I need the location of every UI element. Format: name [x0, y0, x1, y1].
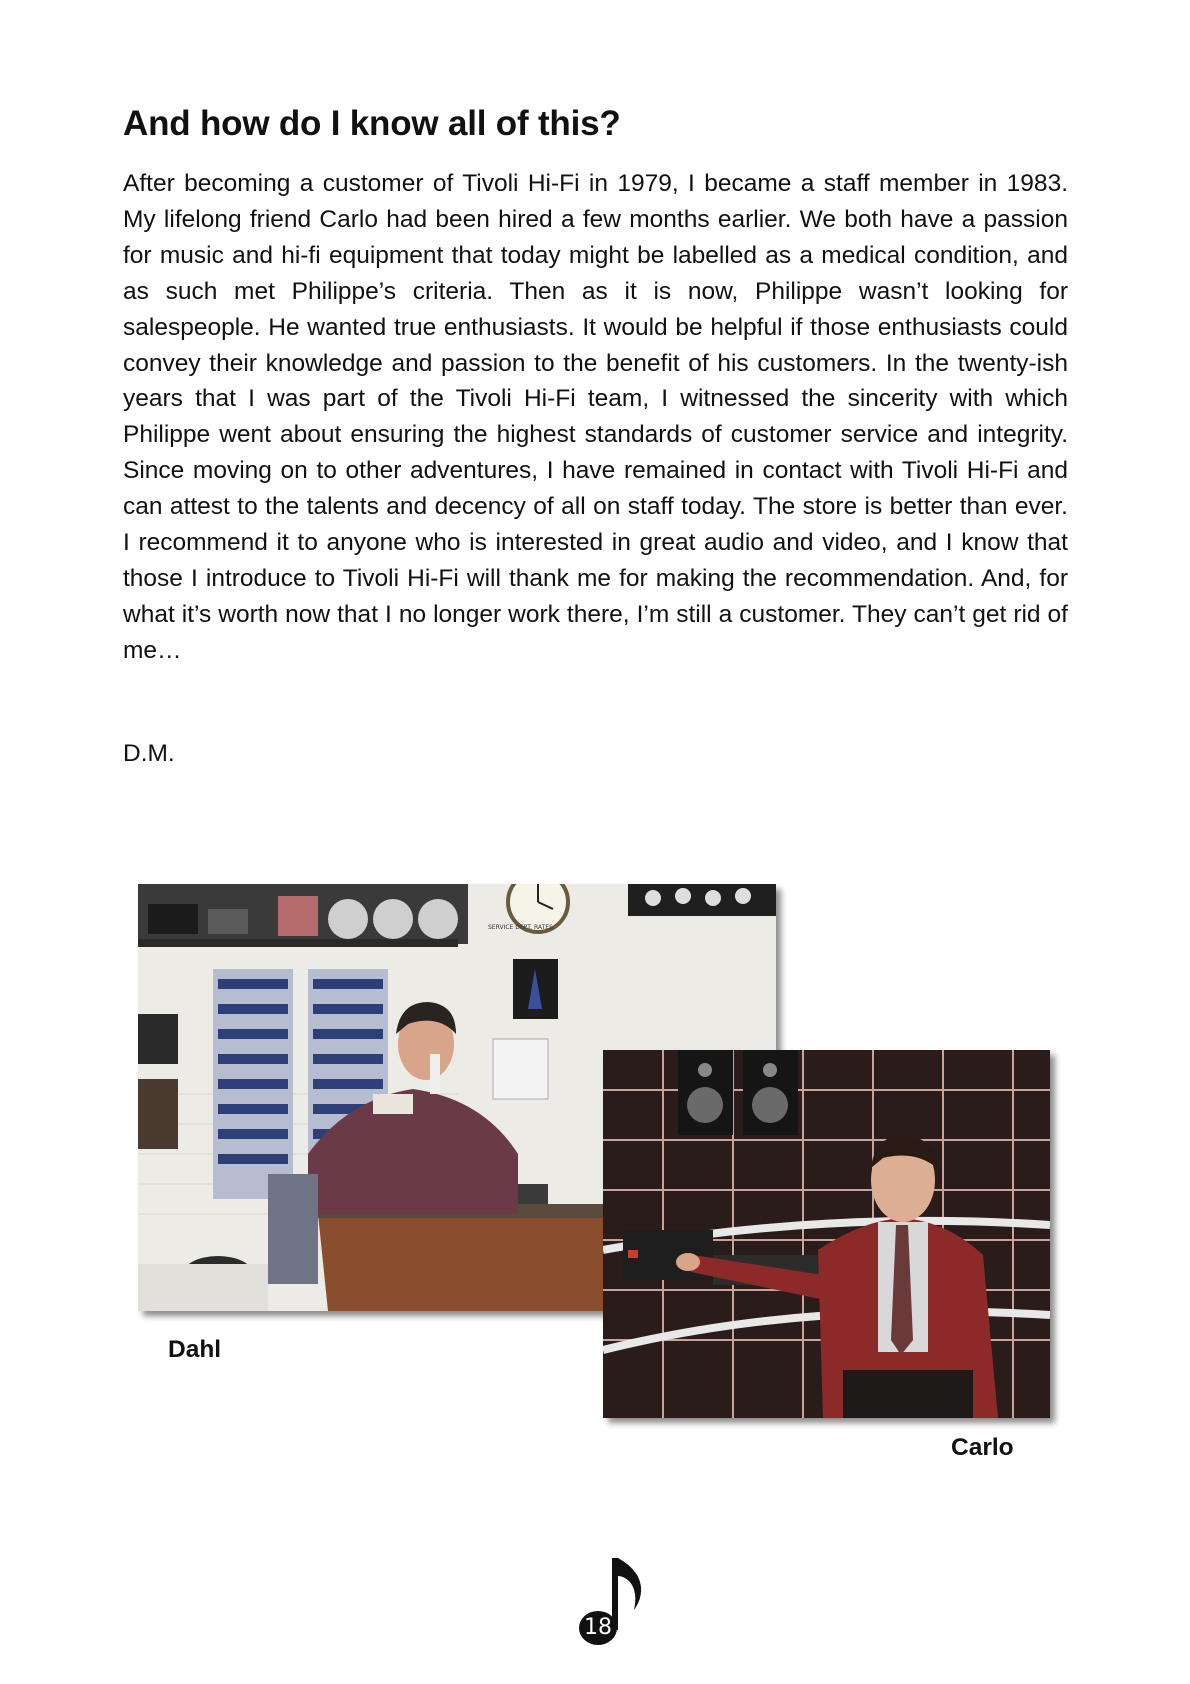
- signature: D.M.: [123, 740, 175, 767]
- article-body: After becoming a customer of Tivoli Hi-Fi in 1979, I became a staff member in 1983. My lifelong friend Carlo had been hired a few months earlier. We both have a passion for music and hi-fi equipment that today might be labelled as a medical condition, and as such met Philippe’s criteria. Then as it is now, Philippe wasn’t looking for salespeople. He wanted true enthusiasts. It would be helpful if those enthusiasts could convey their knowledge and passion to the benefit of his customers. In the twenty-ish years that I was part of the Tivoli Hi-Fi team, I witnessed the sincerity with which Philippe went about ensuring the highest standards of customer service and integrity. Since moving on to other adventures, I have remained in contact with Tivoli Hi-Fi and can attest to the talents and decency of all on staff today. The store is better than ever. I recommend it to anyone who is interested in great audio and video, and I know that those I introduce to Tivoli Hi-Fi will thank me for making the recommendation. And, for what it’s worth now that I no longer work there, I’m still a customer. They can’t get rid of me…: [123, 170, 1068, 664]
- photo-carlo: [603, 1050, 1050, 1418]
- page-number: 18: [584, 1615, 612, 1640]
- service-rates-sign: SERVICE DEPT. RATES: [488, 924, 553, 931]
- caption-carlo: Carlo: [951, 1434, 1014, 1461]
- caption-dahl: Dahl: [168, 1336, 222, 1363]
- photo-carlo-illustration: [603, 1050, 1050, 1418]
- page-heading: And how do I know all of this?: [123, 104, 621, 143]
